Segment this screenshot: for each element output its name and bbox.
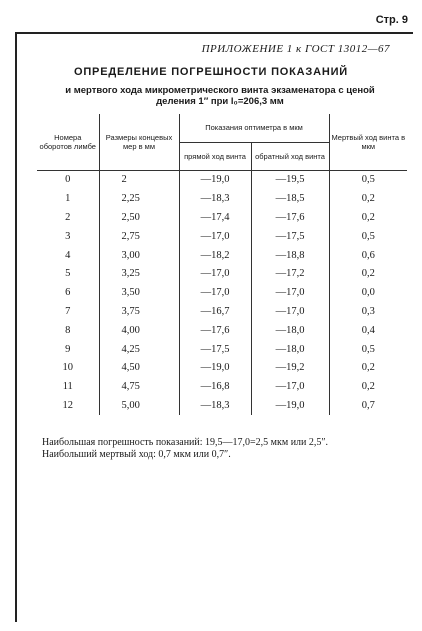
cell-dead-travel: 0,5 — [361, 343, 375, 355]
cell-forward: —17,4 — [179, 208, 251, 227]
table-row — [37, 321, 407, 340]
cell-dead-travel: 0,2 — [361, 211, 375, 223]
cell-reverse: —17,2 — [251, 264, 329, 283]
cell-forward: —17,5 — [179, 340, 251, 359]
cell-revolution: 6 — [37, 283, 99, 302]
cell-gauge-size: 5,00 — [99, 396, 179, 415]
cell-gauge-size: 4,50 — [99, 358, 179, 377]
readings-table — [37, 114, 407, 415]
appendix-heading: ПРИЛОЖЕНИЕ 1 к ГОСТ 13012—67 — [201, 43, 390, 55]
cell-dead-travel: 0,3 — [361, 305, 375, 317]
header-revolutions: Номера оборотов лимбе — [37, 114, 99, 170]
table-row — [37, 283, 407, 302]
cell-forward: —18,3 — [179, 189, 251, 208]
table-row — [37, 227, 407, 246]
table-row — [37, 358, 407, 377]
cell-revolution: 2 — [37, 208, 99, 227]
cell-forward: —16,7 — [179, 302, 251, 321]
page-title: ОПРЕДЕЛЕНИЕ ПОГРЕШНОСТИ ПОКАЗАНИЙ — [74, 66, 348, 78]
cell-revolution: 8 — [37, 321, 99, 340]
cell-gauge-size: 2,25 — [99, 189, 179, 208]
cell-reverse: —17,0 — [251, 283, 329, 302]
cell-gauge-size: 2,75 — [99, 227, 179, 246]
cell-dead-travel: 0,5 — [361, 230, 375, 242]
cell-forward: —18,3 — [179, 396, 251, 415]
cell-gauge-size: 2 — [99, 170, 179, 189]
cell-forward: —19,0 — [179, 358, 251, 377]
table-row — [37, 377, 407, 396]
header-optimeter-readings: Показания оптиметра в мкм — [179, 114, 329, 142]
header-dead-travel: Мертвый ход винта в мкм — [329, 114, 407, 170]
cell-dead-travel: 0,4 — [361, 324, 375, 336]
cell-revolution: 12 — [37, 396, 99, 415]
cell-dead-travel: 0,5 — [361, 174, 375, 186]
table-row — [37, 170, 407, 189]
cell-gauge-size: 3,00 — [99, 246, 179, 265]
cell-revolution: 11 — [37, 377, 99, 396]
cell-revolution: 3 — [37, 227, 99, 246]
cell-reverse: —19,5 — [251, 170, 329, 189]
table-row — [37, 340, 407, 359]
header-gauge-size: Размеры концевых мер в мм — [99, 114, 179, 170]
cell-gauge-size: 3,25 — [99, 264, 179, 283]
cell-dead-travel: 0,7 — [361, 399, 375, 411]
cell-revolution: 10 — [37, 358, 99, 377]
table-row — [37, 246, 407, 265]
cell-reverse: —18,8 — [251, 246, 329, 265]
cell-reverse: —19,0 — [251, 396, 329, 415]
notes — [42, 437, 328, 461]
note-max-dead-travel: Наибольший мертвый ход: 0,7 мкм или 0,7″. — [42, 449, 231, 460]
subtitle — [30, 85, 410, 107]
cell-gauge-size: 4,25 — [99, 340, 179, 359]
cell-gauge-size: 3,50 — [99, 283, 179, 302]
cell-reverse: —17,0 — [251, 302, 329, 321]
table-header — [37, 114, 407, 170]
cell-dead-travel: 0,0 — [361, 287, 375, 299]
cell-reverse: —19,2 — [251, 358, 329, 377]
cell-revolution: 7 — [37, 302, 99, 321]
page-number: Стр. 9 — [375, 14, 408, 26]
table-row — [37, 264, 407, 283]
table-row — [37, 302, 407, 321]
cell-forward: —17,0 — [179, 264, 251, 283]
cell-gauge-size: 3,75 — [99, 302, 179, 321]
cell-revolution: 0 — [37, 170, 99, 189]
header-forward-travel: прямой ход винта — [179, 142, 251, 170]
cell-gauge-size: 4,75 — [99, 377, 179, 396]
note-max-error: Наибольшая погрешность показаний: 19,5—17,0=2,5 мкм или 2,5″. — [42, 437, 329, 448]
cell-forward: —17,0 — [179, 227, 251, 246]
cell-gauge-size: 2,50 — [99, 208, 179, 227]
cell-reverse: —17,5 — [251, 227, 329, 246]
table-body — [37, 170, 407, 415]
cell-revolution: 5 — [37, 264, 99, 283]
table-row — [37, 208, 407, 227]
subtitle-line-2: деления 1″ при l₀=206,3 мм — [156, 96, 284, 107]
cell-forward: —16,8 — [179, 377, 251, 396]
cell-revolution: 1 — [37, 189, 99, 208]
subtitle-line-1: и мертвого хода микрометрического винта экзаменатора с ценой — [65, 85, 375, 96]
cell-reverse: —17,0 — [251, 377, 329, 396]
cell-reverse: —18,5 — [251, 189, 329, 208]
cell-revolution: 4 — [37, 246, 99, 265]
cell-forward: —18,2 — [179, 246, 251, 265]
cell-dead-travel: 0,6 — [361, 249, 375, 261]
cell-dead-travel: 0,2 — [361, 362, 375, 374]
cell-dead-travel: 0,2 — [361, 381, 375, 393]
cell-dead-travel: 0,2 — [361, 193, 375, 205]
table-row — [37, 396, 407, 415]
cell-revolution: 9 — [37, 340, 99, 359]
cell-reverse: —18,0 — [251, 340, 329, 359]
cell-forward: —17,6 — [179, 321, 251, 340]
cell-forward: —17,0 — [179, 283, 251, 302]
cell-reverse: —18,0 — [251, 321, 329, 340]
header-reverse-travel: обратный ход винта — [251, 142, 329, 170]
cell-dead-travel: 0,2 — [361, 268, 375, 280]
cell-gauge-size: 4,00 — [99, 321, 179, 340]
table-row — [37, 189, 407, 208]
cell-reverse: —17,6 — [251, 208, 329, 227]
cell-forward: —19,0 — [179, 170, 251, 189]
